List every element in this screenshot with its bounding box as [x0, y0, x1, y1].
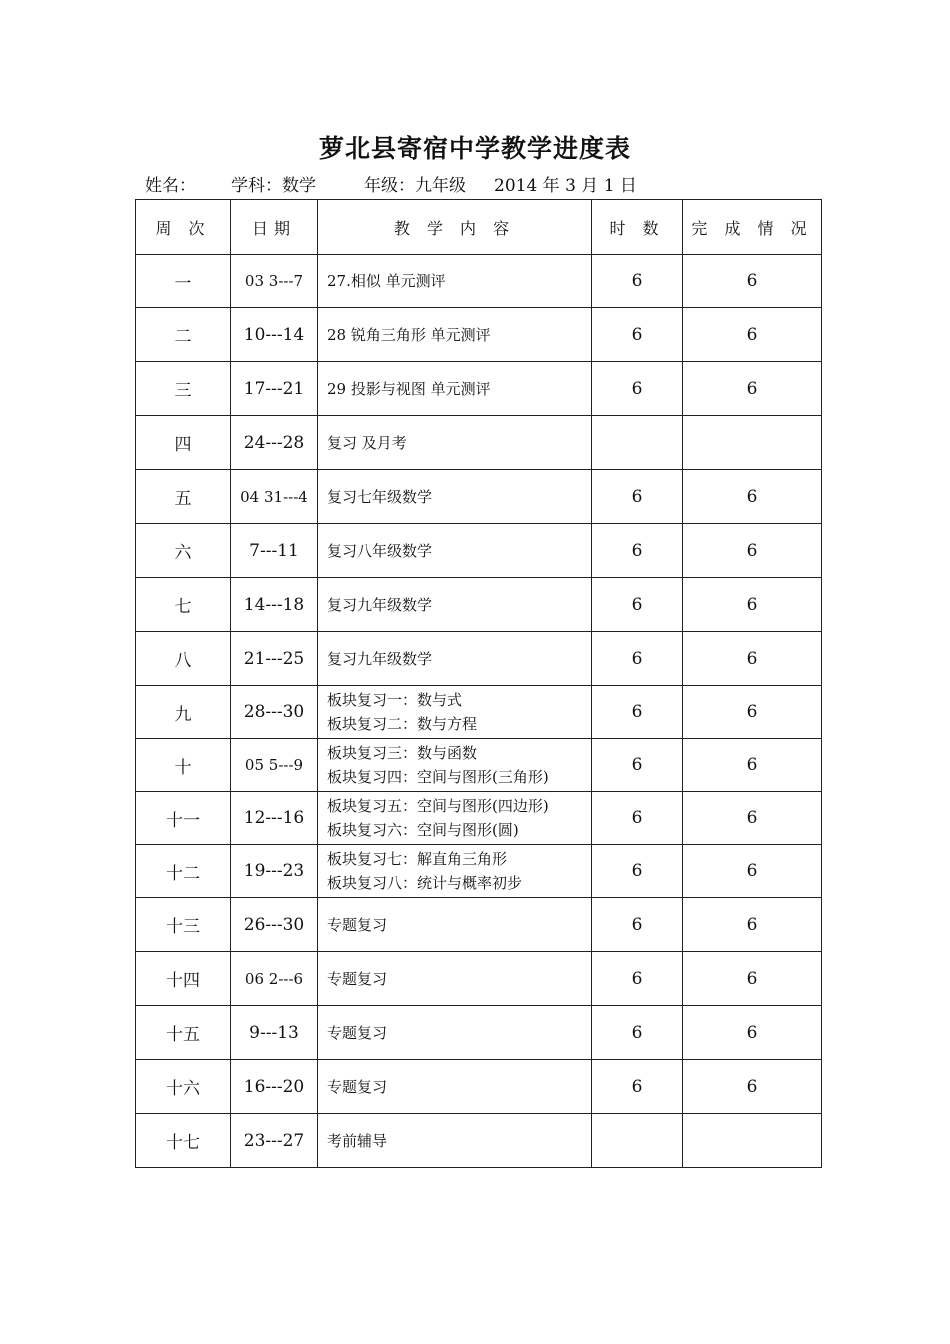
content-line: 复习九年级数学 — [327, 595, 433, 614]
status-cell: 6 — [683, 792, 822, 845]
hours-cell: 6 — [592, 1006, 683, 1060]
hours-cell: 6 — [592, 632, 683, 686]
hours-cell: 6 — [592, 1060, 683, 1114]
content-line: 板块复习七：解直角三角形 — [327, 850, 508, 868]
table-row — [136, 792, 822, 845]
week-cell: 十 — [136, 739, 231, 792]
date-cell: 19---23 — [231, 845, 318, 898]
status-cell: 6 — [683, 308, 822, 362]
hours-cell: 6 — [592, 308, 683, 362]
content-cell — [318, 632, 592, 686]
table-row — [136, 308, 822, 362]
content-line: 28 锐角三角形 单元测评 — [327, 325, 491, 344]
status-cell: 6 — [683, 470, 822, 524]
week-cell: 七 — [136, 578, 231, 632]
table-row — [136, 898, 822, 952]
date-cell: 06 2---6 — [231, 952, 318, 1006]
table-row — [136, 362, 822, 416]
week-cell: 十二 — [136, 845, 231, 898]
week-cell: 十六 — [136, 1060, 231, 1114]
content-cell — [318, 792, 592, 845]
hours-cell: 6 — [592, 898, 683, 952]
content-cell — [318, 1006, 592, 1060]
header-content: 教 学 内 容 — [318, 200, 592, 255]
date-cell: 7---11 — [231, 524, 318, 578]
hours-cell — [592, 416, 683, 470]
content-line: 板块复习三：数与函数 — [327, 744, 478, 762]
content-line: 板块复习六：空间与图形(圆) — [327, 821, 519, 839]
table-row — [136, 416, 822, 470]
week-cell: 一 — [136, 255, 231, 308]
content-cell — [318, 686, 592, 739]
status-cell — [683, 1114, 822, 1168]
date-cell: 10---14 — [231, 308, 318, 362]
grade-label: 年级：九年级 — [364, 176, 466, 196]
table-row — [136, 1060, 822, 1114]
table-body — [136, 255, 822, 1168]
content-cell — [318, 845, 592, 898]
week-cell: 十三 — [136, 898, 231, 952]
week-cell: 十一 — [136, 792, 231, 845]
hours-cell: 6 — [592, 470, 683, 524]
content-cell — [318, 1060, 592, 1114]
date-cell: 23---27 — [231, 1114, 318, 1168]
hours-cell: 6 — [592, 739, 683, 792]
schedule-table — [135, 199, 822, 1168]
status-cell: 6 — [683, 952, 822, 1006]
content-line: 复习九年级数学 — [327, 649, 433, 668]
content-line: 专题复习 — [327, 1077, 388, 1096]
content-line: 板块复习四：空间与图形(三角形) — [327, 768, 549, 786]
content-cell — [318, 739, 592, 792]
hours-cell: 6 — [592, 255, 683, 308]
date-cell: 14---18 — [231, 578, 318, 632]
content-line: 板块复习五：空间与图形(四边形) — [327, 797, 549, 815]
hours-cell: 6 — [592, 362, 683, 416]
content-cell — [318, 470, 592, 524]
content-line: 板块复习八：统计与概率初步 — [327, 874, 523, 892]
content-line: 29 投影与视图 单元测评 — [327, 379, 491, 398]
content-cell — [318, 362, 592, 416]
table-row — [136, 739, 822, 792]
header-status: 完 成 情 况 — [683, 200, 822, 255]
table-row — [136, 686, 822, 739]
table-row — [136, 1114, 822, 1168]
status-cell: 6 — [683, 524, 822, 578]
week-cell: 四 — [136, 416, 231, 470]
week-cell: 九 — [136, 686, 231, 739]
status-cell: 6 — [683, 898, 822, 952]
content-line: 专题复习 — [327, 915, 388, 934]
week-cell: 十七 — [136, 1114, 231, 1168]
content-line: 板块复习二：数与方程 — [327, 715, 478, 733]
status-cell: 6 — [683, 578, 822, 632]
status-cell: 6 — [683, 739, 822, 792]
table-row — [136, 255, 822, 308]
hours-cell: 6 — [592, 952, 683, 1006]
table-row — [136, 524, 822, 578]
subject-label: 学科：数学 — [231, 176, 316, 196]
date-cell: 9---13 — [231, 1006, 318, 1060]
week-cell: 八 — [136, 632, 231, 686]
date-cell: 05 5---9 — [231, 739, 318, 792]
status-cell: 6 — [683, 1006, 822, 1060]
content-line: 复习 及月考 — [327, 433, 407, 452]
hours-cell: 6 — [592, 686, 683, 739]
name-label: 姓名： — [145, 176, 196, 196]
date-cell: 21---25 — [231, 632, 318, 686]
date-cell: 17---21 — [231, 362, 318, 416]
date-cell: 24---28 — [231, 416, 318, 470]
header-hours: 时 数 — [592, 200, 683, 255]
date-label: 2014 年 3 月 1 日 — [494, 176, 637, 196]
content-cell — [318, 578, 592, 632]
table-row — [136, 470, 822, 524]
week-cell: 十五 — [136, 1006, 231, 1060]
table-row — [136, 632, 822, 686]
content-line: 专题复习 — [327, 1023, 388, 1042]
content-cell — [318, 524, 592, 578]
date-cell: 12---16 — [231, 792, 318, 845]
content-cell — [318, 898, 592, 952]
page-title: 萝北县寄宿中学教学进度表 — [318, 134, 631, 163]
status-cell: 6 — [683, 686, 822, 739]
content-cell — [318, 308, 592, 362]
header-row — [136, 200, 822, 255]
date-cell: 16---20 — [231, 1060, 318, 1114]
table-row — [136, 952, 822, 1006]
header-date: 日期 — [231, 200, 318, 255]
content-line: 复习七年级数学 — [327, 487, 433, 506]
status-cell: 6 — [683, 362, 822, 416]
status-cell: 6 — [683, 255, 822, 308]
content-cell — [318, 1114, 592, 1168]
hours-cell: 6 — [592, 524, 683, 578]
header-week: 周 次 — [136, 200, 231, 255]
status-cell: 6 — [683, 1060, 822, 1114]
content-line: 复习八年级数学 — [327, 541, 433, 560]
date-cell: 26---30 — [231, 898, 318, 952]
hours-cell: 6 — [592, 578, 683, 632]
status-cell: 6 — [683, 632, 822, 686]
week-cell: 十四 — [136, 952, 231, 1006]
date-cell: 28---30 — [231, 686, 318, 739]
content-cell — [318, 952, 592, 1006]
content-line: 27.相似 单元测评 — [327, 272, 446, 290]
week-cell: 二 — [136, 308, 231, 362]
week-cell: 六 — [136, 524, 231, 578]
date-cell: 04 31---4 — [231, 470, 318, 524]
hours-cell — [592, 1114, 683, 1168]
table-row — [136, 1006, 822, 1060]
content-cell — [318, 255, 592, 308]
week-cell: 五 — [136, 470, 231, 524]
table-row — [136, 578, 822, 632]
content-line: 专题复习 — [327, 969, 388, 988]
hours-cell: 6 — [592, 845, 683, 898]
status-cell — [683, 416, 822, 470]
date-cell: 03 3---7 — [231, 255, 318, 308]
hours-cell: 6 — [592, 792, 683, 845]
content-line: 考前辅导 — [327, 1131, 388, 1150]
week-cell: 三 — [136, 362, 231, 416]
content-line: 板块复习一：数与式 — [327, 691, 463, 709]
table-row — [136, 845, 822, 898]
content-cell — [318, 416, 592, 470]
status-cell: 6 — [683, 845, 822, 898]
